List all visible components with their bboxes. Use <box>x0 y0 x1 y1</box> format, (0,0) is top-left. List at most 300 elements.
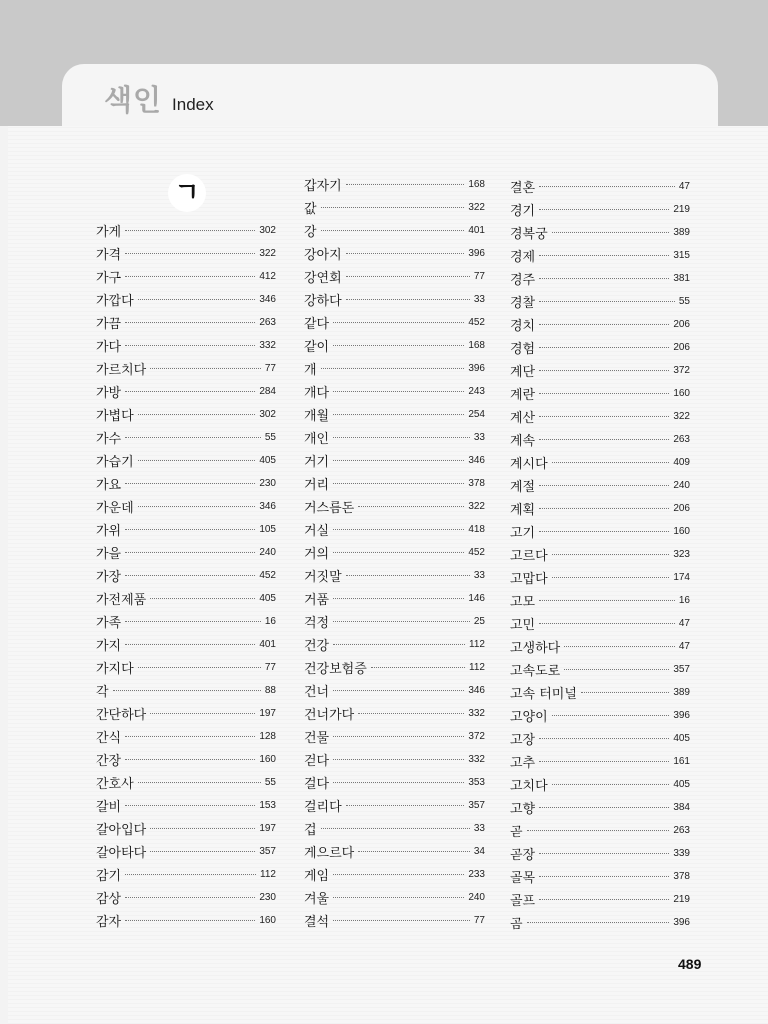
index-page-ref: 77 <box>473 914 485 926</box>
dot-leader <box>125 390 255 392</box>
index-entry <box>96 565 276 585</box>
dot-leader <box>539 898 669 900</box>
index-term: 고맙다 <box>510 571 548 587</box>
index-page-ref: 160 <box>259 753 276 765</box>
index-entry <box>304 381 485 401</box>
index-page-ref: 146 <box>468 592 485 604</box>
index-page-ref: 322 <box>259 247 276 259</box>
index-term: 고향 <box>510 801 536 817</box>
index-entry <box>304 611 485 631</box>
index-page-ref: 353 <box>468 776 485 788</box>
index-entry <box>510 544 690 564</box>
dot-leader <box>333 413 464 415</box>
index-term: 거리 <box>304 477 330 493</box>
section-letter: ㄱ <box>168 174 206 212</box>
index-term: 가습기 <box>96 454 134 470</box>
index-entry <box>510 245 690 265</box>
index-page-ref: 378 <box>468 477 485 489</box>
index-page-ref: 254 <box>468 408 485 420</box>
index-entry <box>510 199 690 219</box>
index-entry <box>304 358 485 378</box>
index-page-ref: 174 <box>673 571 690 583</box>
index-term: 강아지 <box>304 247 342 263</box>
index-page-ref: 16 <box>678 594 690 606</box>
index-term: 걸리다 <box>304 799 342 815</box>
index-entry <box>304 726 485 746</box>
index-entry <box>304 450 485 470</box>
index-entry <box>510 797 690 817</box>
index-entry <box>510 452 690 472</box>
index-page-ref: 112 <box>469 661 485 673</box>
index-term: 고속 터미널 <box>510 686 577 702</box>
index-page-ref: 33 <box>473 569 485 581</box>
index-term: 갈비 <box>96 799 122 815</box>
index-page-ref: 405 <box>673 778 690 790</box>
index-term: 거기 <box>304 454 330 470</box>
index-page-ref: 33 <box>473 431 485 443</box>
dot-leader <box>125 229 255 231</box>
index-term: 겁 <box>304 822 317 838</box>
dot-leader <box>539 737 669 739</box>
index-entry <box>304 634 485 654</box>
index-term: 거품 <box>304 592 330 608</box>
index-entry <box>304 197 485 217</box>
index-term: 감기 <box>96 868 122 884</box>
index-term: 걱정 <box>304 615 330 631</box>
index-page-ref: 357 <box>468 799 485 811</box>
index-page-ref: 418 <box>468 523 485 535</box>
index-entry <box>96 657 276 677</box>
index-term: 건강보험증 <box>304 661 367 677</box>
index-page-ref: 389 <box>673 226 690 238</box>
dot-leader <box>138 459 256 461</box>
dot-leader <box>125 482 255 484</box>
index-page-ref: 206 <box>673 318 690 330</box>
index-term: 건물 <box>304 730 330 746</box>
dot-leader <box>346 298 470 300</box>
index-page-ref: 405 <box>259 454 276 466</box>
index-page-ref: 240 <box>468 891 485 903</box>
index-entry <box>304 818 485 838</box>
index-page-ref: 230 <box>259 477 276 489</box>
index-term: 강하다 <box>304 293 342 309</box>
index-page-ref: 240 <box>259 546 276 558</box>
index-term: 갈아타다 <box>96 845 147 861</box>
index-term: 경복궁 <box>510 226 548 242</box>
index-entry <box>96 542 276 562</box>
index-entry <box>510 889 690 909</box>
index-entry <box>304 427 485 447</box>
dot-leader <box>150 827 255 829</box>
index-entry <box>304 404 485 424</box>
index-page-ref: 452 <box>468 546 485 558</box>
index-term: 곰 <box>510 916 523 932</box>
index-entry <box>304 496 485 516</box>
index-page-ref: 384 <box>673 801 690 813</box>
dot-leader <box>125 528 255 530</box>
index-term: 가볍다 <box>96 408 134 424</box>
index-entry <box>304 335 485 355</box>
dot-leader <box>125 275 255 277</box>
index-term: 가깝다 <box>96 293 134 309</box>
index-page-ref: 197 <box>259 822 276 834</box>
index-term: 개 <box>304 362 317 378</box>
index-term: 가지 <box>96 638 122 654</box>
dot-leader <box>539 346 669 348</box>
index-term: 갑자기 <box>304 178 342 194</box>
index-term: 건너가다 <box>304 707 355 723</box>
index-entry <box>510 291 690 311</box>
index-entry <box>304 519 485 539</box>
index-entry <box>96 841 276 861</box>
dot-leader <box>552 714 670 716</box>
index-page-ref: 302 <box>259 408 276 420</box>
index-entry <box>96 818 276 838</box>
dot-leader <box>138 666 261 668</box>
index-entry <box>510 590 690 610</box>
index-page-ref: 219 <box>673 203 690 215</box>
index-entry <box>304 657 485 677</box>
index-term: 간식 <box>96 730 122 746</box>
dot-leader <box>539 599 675 601</box>
index-term: 걷다 <box>304 753 330 769</box>
index-term: 경찰 <box>510 295 536 311</box>
index-page-ref: 389 <box>673 686 690 698</box>
index-term: 가방 <box>96 385 122 401</box>
index-term: 감자 <box>96 914 122 930</box>
index-page-ref: 77 <box>264 661 276 673</box>
index-entry <box>510 475 690 495</box>
index-page-ref: 34 <box>473 845 485 857</box>
dot-leader <box>539 484 669 486</box>
index-term: 경치 <box>510 318 536 334</box>
index-term: 가게 <box>96 224 122 240</box>
index-entry <box>304 864 485 884</box>
dot-leader <box>358 712 464 714</box>
index-term: 골프 <box>510 893 536 909</box>
index-term: 가르치다 <box>96 362 147 378</box>
dot-leader <box>539 438 669 440</box>
index-entry <box>96 680 276 700</box>
index-page-ref: 240 <box>673 479 690 491</box>
index-term: 가지다 <box>96 661 134 677</box>
index-page-ref: 168 <box>468 339 485 351</box>
dot-leader <box>321 367 465 369</box>
index-entry <box>96 381 276 401</box>
index-page-ref: 105 <box>259 523 276 535</box>
index-term: 가구 <box>96 270 122 286</box>
dot-leader <box>358 850 470 852</box>
dot-leader <box>333 758 464 760</box>
index-term: 가전제품 <box>96 592 147 608</box>
index-page-ref: 372 <box>468 730 485 742</box>
index-term: 가족 <box>96 615 122 631</box>
index-term: 경제 <box>510 249 536 265</box>
index-page-ref: 452 <box>259 569 276 581</box>
index-page-ref: 357 <box>673 663 690 675</box>
index-term: 거짓말 <box>304 569 342 585</box>
index-entry <box>96 243 276 263</box>
index-page-ref: 396 <box>468 247 485 259</box>
index-entry <box>510 705 690 725</box>
dot-leader <box>125 804 255 806</box>
index-entry <box>304 588 485 608</box>
index-term: 고추 <box>510 755 536 771</box>
dot-leader <box>125 873 256 875</box>
dot-leader <box>539 323 669 325</box>
index-entry <box>96 749 276 769</box>
index-page-ref: 33 <box>473 822 485 834</box>
index-entry <box>96 220 276 240</box>
index-page-ref: 77 <box>473 270 485 282</box>
dot-leader <box>346 252 465 254</box>
page-title <box>104 78 214 119</box>
index-term: 가다 <box>96 339 122 355</box>
index-entry <box>304 749 485 769</box>
index-term: 같다 <box>304 316 330 332</box>
index-page-ref: 160 <box>673 387 690 399</box>
index-page-ref: 322 <box>468 500 485 512</box>
index-term: 값 <box>304 201 317 217</box>
index-entry <box>510 728 690 748</box>
index-entry <box>304 174 485 194</box>
index-page-ref: 55 <box>264 776 276 788</box>
index-entry <box>96 588 276 608</box>
dot-leader <box>333 781 464 783</box>
index-entry <box>510 912 690 932</box>
index-page-ref: 197 <box>259 707 276 719</box>
index-term: 거실 <box>304 523 330 539</box>
index-term: 같이 <box>304 339 330 355</box>
index-entry <box>304 243 485 263</box>
dot-leader <box>539 369 669 371</box>
index-entry <box>510 429 690 449</box>
dot-leader <box>539 806 669 808</box>
index-page-ref: 332 <box>259 339 276 351</box>
index-term: 고모 <box>510 594 536 610</box>
index-term: 경험 <box>510 341 536 357</box>
index-entry <box>304 565 485 585</box>
index-page-ref: 55 <box>264 431 276 443</box>
index-term: 가격 <box>96 247 122 263</box>
index-page-ref: 378 <box>673 870 690 882</box>
dot-leader <box>539 760 669 762</box>
index-page-ref: 25 <box>473 615 485 627</box>
dot-leader <box>138 505 256 507</box>
index-term: 결석 <box>304 914 330 930</box>
index-term: 거스름돈 <box>304 500 355 516</box>
index-entry <box>96 312 276 332</box>
dot-leader <box>539 415 669 417</box>
index-term: 결혼 <box>510 180 536 196</box>
index-page-ref: 401 <box>468 224 485 236</box>
index-term: 계시다 <box>510 456 548 472</box>
index-page-ref: 339 <box>673 847 690 859</box>
index-page-ref: 160 <box>673 525 690 537</box>
index-page-ref: 112 <box>260 868 276 880</box>
dot-leader <box>125 620 261 622</box>
index-entry <box>510 567 690 587</box>
index-entry <box>510 521 690 541</box>
dot-leader <box>125 321 255 323</box>
index-term: 고치다 <box>510 778 548 794</box>
index-page-ref: 168 <box>468 178 485 190</box>
dot-leader <box>333 551 464 553</box>
index-page-ref: 47 <box>678 617 690 629</box>
index-entry <box>510 613 690 633</box>
index-entry <box>96 864 276 884</box>
dot-leader <box>346 183 465 185</box>
index-term: 곧장 <box>510 847 536 863</box>
dot-leader <box>539 852 669 854</box>
index-page-ref: 396 <box>673 916 690 928</box>
index-page-ref: 112 <box>469 638 485 650</box>
index-entry <box>304 910 485 930</box>
dot-leader <box>150 712 255 714</box>
index-page-ref: 346 <box>468 684 485 696</box>
dot-leader <box>552 576 670 578</box>
index-page-ref: 284 <box>259 385 276 397</box>
index-entry <box>510 682 690 702</box>
index-entry <box>96 703 276 723</box>
dot-leader <box>125 574 255 576</box>
dot-leader <box>371 666 465 668</box>
index-page-ref: 55 <box>678 295 690 307</box>
index-page-ref: 47 <box>678 180 690 192</box>
index-page-ref: 233 <box>468 868 485 880</box>
index-term: 가요 <box>96 477 122 493</box>
index-term: 경기 <box>510 203 536 219</box>
dot-leader <box>321 229 465 231</box>
index-page-ref: 33 <box>473 293 485 305</box>
index-entry <box>510 176 690 196</box>
index-page-ref: 77 <box>264 362 276 374</box>
index-term: 가위 <box>96 523 122 539</box>
index-page-ref: 263 <box>673 824 690 836</box>
dot-leader <box>333 689 464 691</box>
index-page-ref: 372 <box>673 364 690 376</box>
index-entry <box>510 774 690 794</box>
index-entry <box>96 404 276 424</box>
dot-leader <box>333 528 464 530</box>
dot-leader <box>539 277 669 279</box>
dot-leader <box>333 896 464 898</box>
index-entry <box>96 266 276 286</box>
index-page-ref: 409 <box>673 456 690 468</box>
title-korean: 색인 <box>104 83 163 117</box>
index-term: 고민 <box>510 617 536 633</box>
index-page-ref: 322 <box>468 201 485 213</box>
dot-leader <box>552 553 670 555</box>
index-page-ref: 206 <box>673 502 690 514</box>
index-term: 곧 <box>510 824 523 840</box>
dot-leader <box>358 505 464 507</box>
dot-leader <box>539 507 669 509</box>
dot-leader <box>564 668 669 670</box>
index-term: 가운데 <box>96 500 134 516</box>
index-term: 계산 <box>510 410 536 426</box>
index-entry <box>96 427 276 447</box>
dot-leader <box>125 919 255 921</box>
index-page-ref: 88 <box>264 684 276 696</box>
index-entry <box>510 268 690 288</box>
index-page-ref: 357 <box>259 845 276 857</box>
dot-leader <box>150 850 255 852</box>
index-entry <box>96 772 276 792</box>
index-term: 갈아입다 <box>96 822 147 838</box>
dot-leader <box>125 551 255 553</box>
index-term: 건강 <box>304 638 330 654</box>
index-entry <box>510 636 690 656</box>
index-entry <box>510 337 690 357</box>
index-entry <box>510 222 690 242</box>
index-entry <box>304 473 485 493</box>
dot-leader <box>346 574 470 576</box>
index-term: 강 <box>304 224 317 240</box>
index-page-ref: 332 <box>468 707 485 719</box>
index-entry <box>510 314 690 334</box>
dot-leader <box>125 758 255 760</box>
dot-leader <box>552 231 670 233</box>
index-entry <box>510 659 690 679</box>
index-page-ref: 243 <box>468 385 485 397</box>
index-term: 가장 <box>96 569 122 585</box>
dot-leader <box>346 804 465 806</box>
dot-leader <box>321 206 465 208</box>
index-term: 고생하다 <box>510 640 561 656</box>
index-term: 가수 <box>96 431 122 447</box>
dot-leader <box>125 735 255 737</box>
index-term: 가끔 <box>96 316 122 332</box>
dot-leader <box>539 875 669 877</box>
title-english: Index <box>172 95 214 114</box>
index-page-ref: 412 <box>259 270 276 282</box>
index-entry <box>96 450 276 470</box>
index-term: 개다 <box>304 385 330 401</box>
index-entry <box>304 887 485 907</box>
dot-leader <box>539 208 669 210</box>
dot-leader <box>333 436 470 438</box>
index-entry <box>510 360 690 380</box>
dot-leader <box>333 643 465 645</box>
index-term: 건너 <box>304 684 330 700</box>
index-term: 계속 <box>510 433 536 449</box>
dot-leader <box>125 896 255 898</box>
index-term: 계획 <box>510 502 536 518</box>
index-term: 겨울 <box>304 891 330 907</box>
index-entry <box>96 634 276 654</box>
dot-leader <box>333 482 464 484</box>
index-entry <box>96 910 276 930</box>
dot-leader <box>552 461 670 463</box>
dot-leader <box>150 367 261 369</box>
index-entry <box>96 726 276 746</box>
index-term: 고속도로 <box>510 663 561 679</box>
index-entry <box>304 680 485 700</box>
index-entry <box>96 496 276 516</box>
index-term: 개월 <box>304 408 330 424</box>
index-page-ref: 396 <box>673 709 690 721</box>
index-term: 고양이 <box>510 709 548 725</box>
index-page-ref: 315 <box>673 249 690 261</box>
index-term: 간단하다 <box>96 707 147 723</box>
dot-leader <box>333 735 464 737</box>
index-page-ref: 346 <box>259 500 276 512</box>
index-page-ref: 128 <box>259 730 276 742</box>
index-term: 계단 <box>510 364 536 380</box>
dot-leader <box>125 344 255 346</box>
dot-leader <box>150 597 255 599</box>
